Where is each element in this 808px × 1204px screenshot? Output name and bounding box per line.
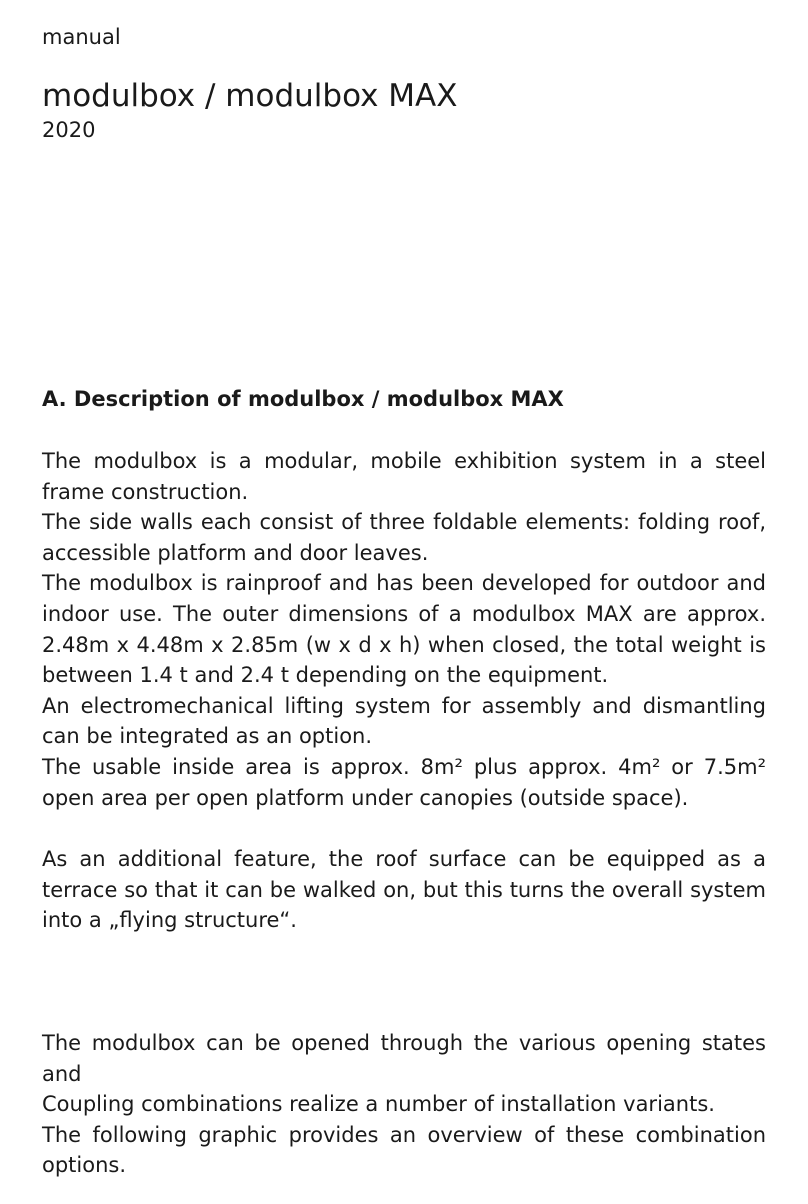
document-title: modulbox / modulbox MAX [42, 78, 458, 114]
paragraph-line: The usable inside area is approx. 8m² plus approx. 4m² or 7.5m² [42, 754, 766, 779]
paragraph-line: terrace so that it can be walked on, but this turns the overall system [42, 877, 766, 902]
paragraph-line: accessible platform and door leaves. [42, 540, 429, 565]
section-heading: A. Description of modulbox / modulbox MAX [42, 387, 564, 411]
description-paragraph [42, 446, 766, 813]
paragraph-line: can be integrated as an option. [42, 724, 373, 749]
variants-paragraph [42, 1028, 766, 1181]
paragraph-line: Coupling combinations realize a number of installation variants. [42, 1092, 715, 1117]
paragraph-line: An electromechanical lifting system for assembly and dismantling [42, 693, 766, 718]
paragraph-line: frame construction. [42, 479, 249, 504]
paragraph-line: and [42, 1061, 82, 1086]
paragraph-line: between 1.4 t and 2.4 t depending on the equipment. [42, 663, 609, 688]
paragraph-line: The side walls each consist of three foldable elements: folding roof, [42, 510, 766, 535]
paragraph-line: The following graphic provides an overview of these combination [42, 1122, 766, 1147]
paragraph-line: indoor use. The outer dimensions of a modulbox MAX are approx. [42, 601, 766, 626]
paragraph-line: 2.48m x 4.48m x 2.85m (w x d x h) when closed, the total weight is [42, 632, 766, 657]
paragraph-line: into a „flying structure“. [42, 908, 297, 933]
paragraph-line: options. [42, 1153, 127, 1178]
paragraph-line: open area per open platform under canopies (outside space). [42, 785, 689, 810]
paragraph-line: The modulbox is a modular, mobile exhibition system in a steel [42, 449, 766, 473]
document-year: 2020 [42, 118, 96, 142]
document-type-label: manual [42, 25, 121, 49]
paragraph-line: The modulbox is rainproof and has been developed for outdoor and [42, 571, 766, 596]
paragraph-line: The modulbox can be opened through the various opening states [42, 1031, 766, 1055]
feature-paragraph [42, 844, 766, 936]
paragraph-line: As an additional feature, the roof surface can be equipped as a [42, 847, 766, 871]
